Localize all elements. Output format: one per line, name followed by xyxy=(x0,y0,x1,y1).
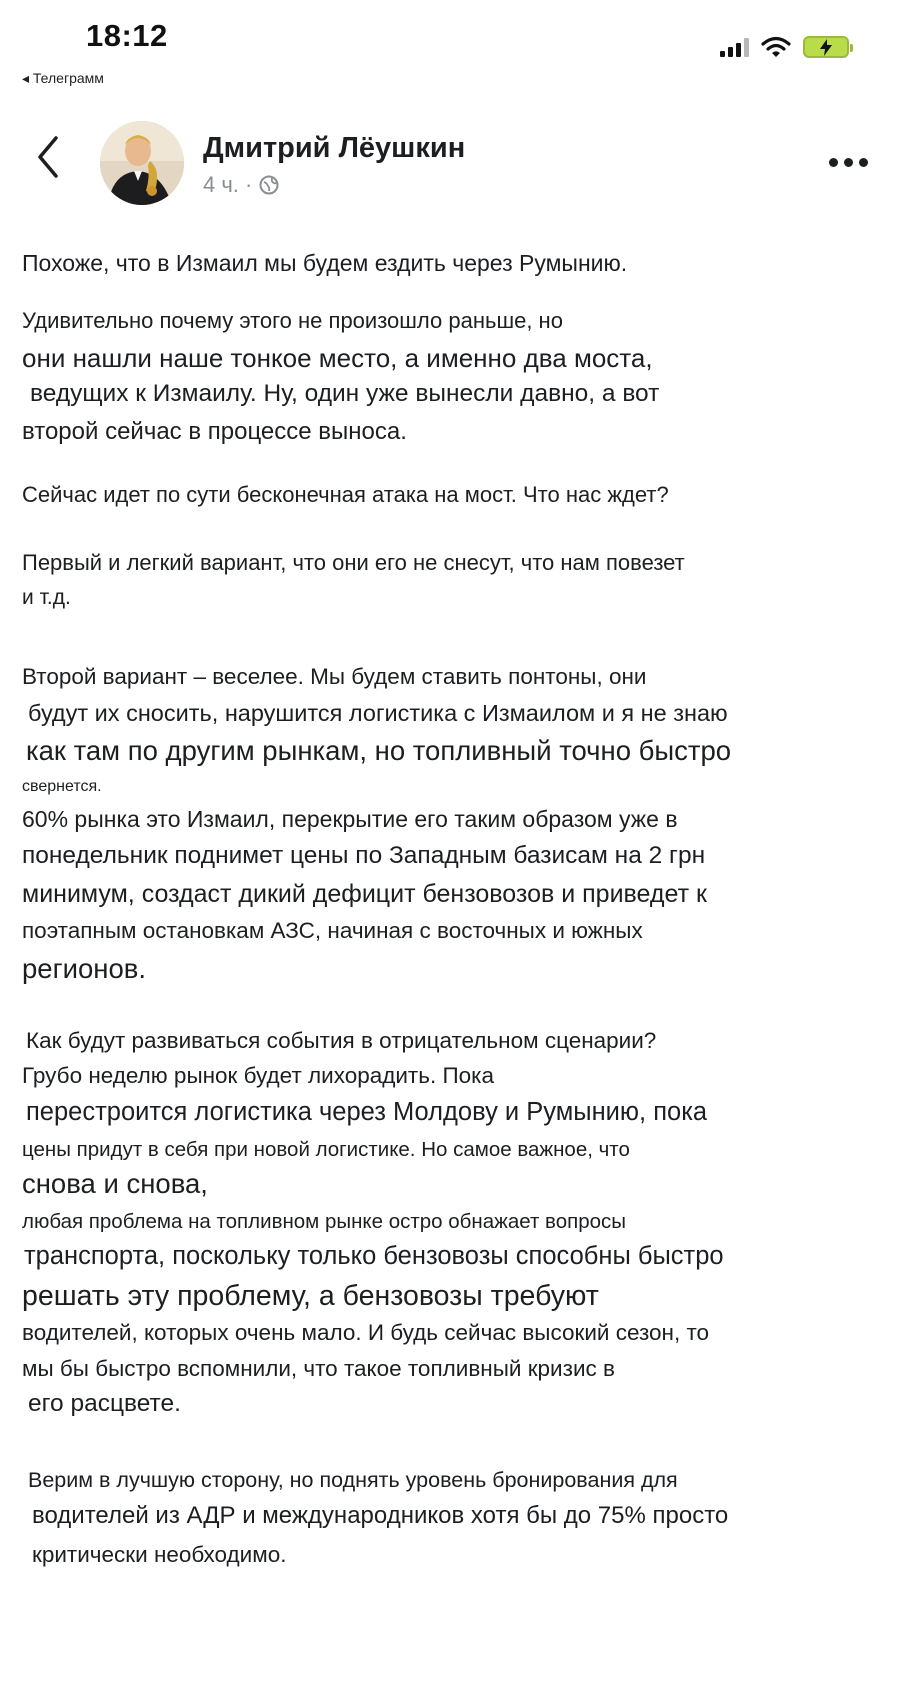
post-line: Похоже, что в Измаил мы будем ездить через Румынию. xyxy=(22,250,628,276)
status-time: 18:12 xyxy=(86,18,168,53)
cellular-signal-icon xyxy=(720,37,749,57)
post-line: понедельник поднимет цены по Западным базисам на 2 грн xyxy=(22,842,706,869)
status-bar xyxy=(0,0,907,92)
post-line: мы бы быстро вспомнили, что такое топливный кризис в xyxy=(22,1356,615,1381)
post-line: как там по другим рынкам, но топливный точно быстро xyxy=(26,735,732,766)
back-to-app-link[interactable]: ◂ Телеграмм xyxy=(22,70,104,86)
globe-icon xyxy=(258,174,280,196)
post-line: водителей из АДР и международников хотя бы до 75% просто xyxy=(32,1502,729,1529)
post-line: второй сейчас в процессе выноса. xyxy=(22,418,407,445)
author-name[interactable]: Дмитрий Лёушкин xyxy=(203,132,466,164)
post-line: транспорта, поскольку только бензовозы способны быстро xyxy=(24,1242,724,1270)
battery-charging-icon xyxy=(803,36,849,58)
status-icons xyxy=(720,36,849,58)
post-line: поэтапным остановкам АЗС, начиная с восточных и южных xyxy=(22,918,643,943)
post-line: Как будут развиваться события в отрицательном сценарии? xyxy=(26,1028,657,1053)
post-line: Второй вариант – веселее. Мы будем ставить понтоны, они xyxy=(22,664,647,689)
post-line: Верим в лучшую сторону, но поднять уровень бронирования для xyxy=(28,1468,678,1492)
post-line: минимум, создаст дикий дефицит бензовозов и приведет к xyxy=(22,880,707,908)
avatar[interactable] xyxy=(100,121,184,205)
back-button[interactable] xyxy=(30,132,66,182)
post-line: снова и снова, xyxy=(22,1168,208,1199)
post-line: Первый и легкий вариант, что они его не снесут, что нам повезет xyxy=(22,550,685,575)
post-line: цены придут в себя при новой логистике. Но самое важное, что xyxy=(22,1138,630,1161)
post-line: ведущих к Измаилу. Ну, один уже вынесли давно, а вот xyxy=(30,380,660,407)
post-header xyxy=(0,110,907,210)
post-line: его расцвете. xyxy=(28,1390,181,1417)
post-line: любая проблема на топливном рынке остро обнажает вопросы xyxy=(22,1210,626,1233)
post-line: 60% рынка это Измаил, перекрытие его таким образом уже в xyxy=(22,806,678,832)
post-line: Сейчас идет по сути бесконечная атака на мост. Что нас ждет? xyxy=(22,482,669,507)
more-dots-icon xyxy=(829,158,838,167)
post-meta xyxy=(203,172,280,198)
post-line: водителей, которых очень мало. И будь сейчас высокий сезон, то xyxy=(22,1320,710,1345)
post-line: будут их сносить, нарушится логистика с Измаилом и я не знаю xyxy=(28,700,728,726)
post-line: критически необходимо. xyxy=(32,1542,287,1567)
more-options-button[interactable] xyxy=(829,152,877,172)
post-line: Грубо неделю рынок будет лихорадить. Пока xyxy=(22,1063,494,1088)
post-line: перестроится логистика через Молдову и Румынию, пока xyxy=(26,1098,708,1126)
post-line: Удивительно почему этого не произошло раньше, но xyxy=(22,308,563,333)
chevron-left-icon xyxy=(30,132,66,182)
wifi-icon xyxy=(761,36,791,58)
avatar-photo xyxy=(100,121,184,205)
post-line: решать эту проблему, а бензовозы требуют xyxy=(22,1280,599,1312)
post-line: регионов. xyxy=(22,953,147,984)
post-line: они нашли наше тонкое место, а именно два моста, xyxy=(22,343,653,373)
post-line: свернется. xyxy=(22,778,102,795)
post-time[interactable]: 4 ч. · xyxy=(203,172,253,197)
post-line: и т.д. xyxy=(22,586,71,609)
